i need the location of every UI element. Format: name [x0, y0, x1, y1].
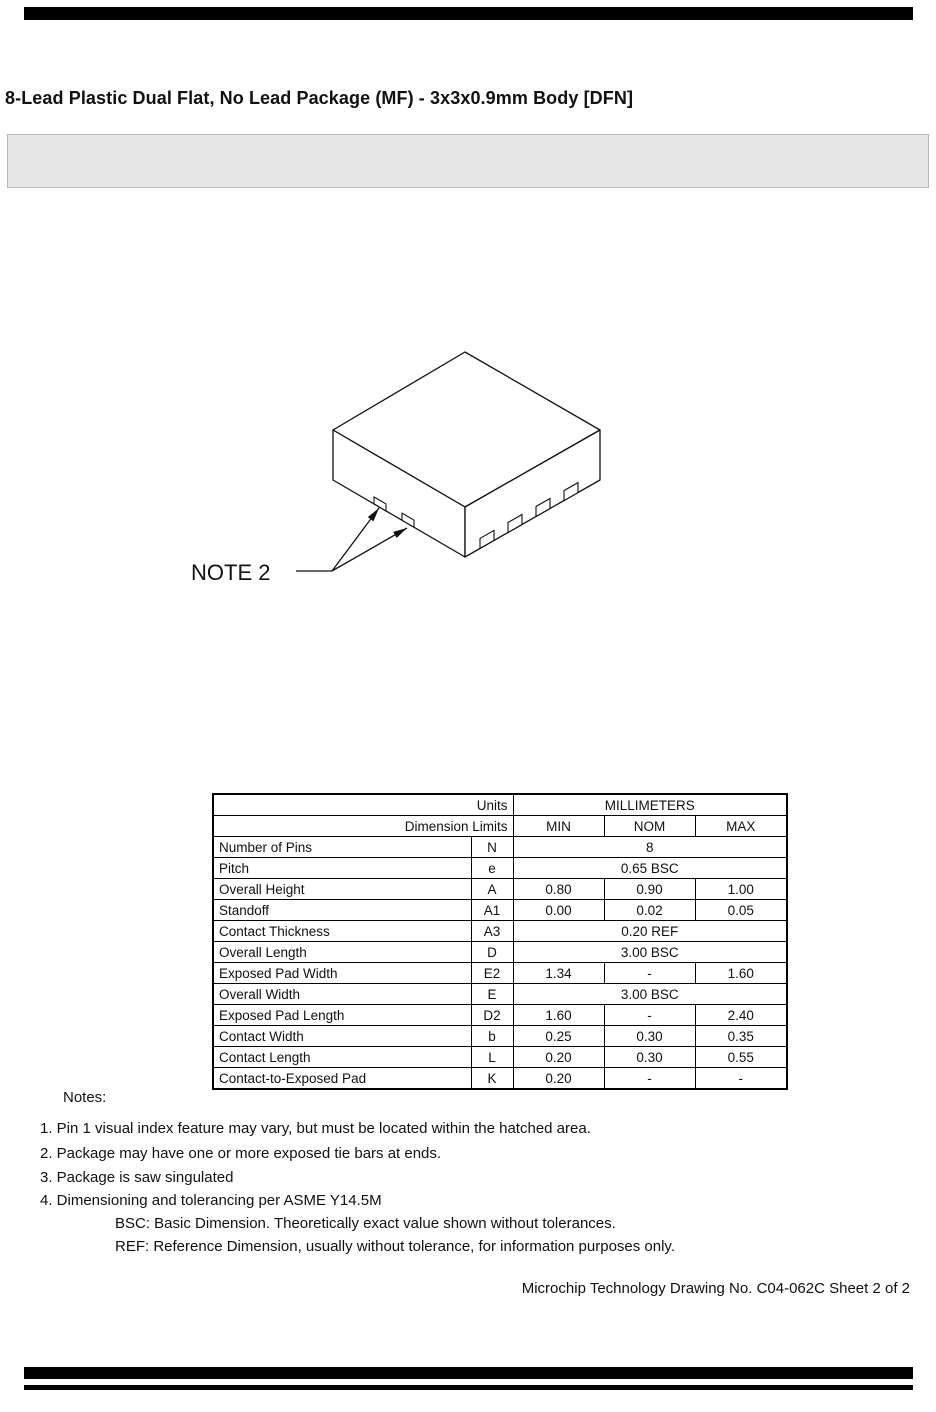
package-isometric-drawing	[180, 340, 625, 600]
dimension-symbol-cell: D2	[471, 1005, 513, 1026]
dimension-max-cell: 0.55	[695, 1047, 787, 1068]
dimension-symbol-cell: E2	[471, 963, 513, 984]
table-header-row-limits	[213, 816, 787, 837]
min-header-cell: MIN	[513, 816, 604, 837]
table-row	[213, 984, 787, 1005]
dimension-span-value-cell: 0.65 BSC	[513, 858, 787, 879]
dimension-span-value-cell: 0.20 REF	[513, 921, 787, 942]
dimension-name-cell: Overall Height	[213, 879, 471, 900]
note-item: 1. Pin 1 visual index feature may vary, but must be located within the hatched area.	[40, 1120, 591, 1137]
note2-arrow	[332, 528, 407, 571]
table-row	[213, 858, 787, 879]
page-title: 8-Lead Plastic Dual Flat, No Lead Package (MF) - 3x3x0.9mm Body [DFN]	[5, 88, 634, 108]
dimension-symbol-cell: N	[471, 837, 513, 858]
table-row	[213, 942, 787, 963]
table-row	[213, 1047, 787, 1068]
bottom-rule-thick	[24, 1367, 913, 1379]
dimension-name-cell: Number of Pins	[213, 837, 471, 858]
dimension-symbol-cell: A	[471, 879, 513, 900]
footer-drawing-number: Microchip Technology Drawing No. C04-062C Sheet 2 of 2	[521, 1280, 910, 1297]
dimension-min-cell: 1.60	[513, 1005, 604, 1026]
dimension-symbol-cell: A1	[471, 900, 513, 921]
dimension-min-cell: 0.00	[513, 900, 604, 921]
dimension-max-cell: 0.35	[695, 1026, 787, 1047]
table-row	[213, 837, 787, 858]
dimension-name-cell: Exposed Pad Length	[213, 1005, 471, 1026]
max-header-cell: MAX	[695, 816, 787, 837]
units-header-cell: Units	[213, 794, 513, 816]
note-definition: BSC: Basic Dimension. Theoretically exact value shown without tolerances.	[115, 1215, 616, 1232]
millimeters-header-cell: MILLIMETERS	[513, 794, 787, 816]
table-row	[213, 1005, 787, 1026]
nom-header-cell: NOM	[604, 816, 695, 837]
dimension-symbol-cell: A3	[471, 921, 513, 942]
dimension-symbol-cell: b	[471, 1026, 513, 1047]
note2-label: NOTE 2	[191, 560, 271, 585]
table-row	[213, 879, 787, 900]
dimension-max-cell: 0.05	[695, 900, 787, 921]
dimension-nom-cell: -	[604, 1068, 695, 1090]
package-drawing-note-box	[7, 134, 929, 188]
dimension-name-cell: Overall Width	[213, 984, 471, 1005]
dimension-min-cell: 0.25	[513, 1026, 604, 1047]
bottom-rule-thin	[24, 1385, 913, 1390]
dimension-min-cell: 1.34	[513, 963, 604, 984]
dimension-name-cell: Pitch	[213, 858, 471, 879]
dimension-name-cell: Overall Length	[213, 942, 471, 963]
dimension-span-value-cell: 3.00 BSC	[513, 984, 787, 1005]
top-rule	[24, 7, 913, 20]
dimension-symbol-cell: e	[471, 858, 513, 879]
note-item: 3. Package is saw singulated	[40, 1169, 234, 1186]
dimension-name-cell: Contact Thickness	[213, 921, 471, 942]
dimension-max-cell: 1.00	[695, 879, 787, 900]
dimension-symbol-cell: D	[471, 942, 513, 963]
dimension-min-cell: 0.20	[513, 1068, 604, 1090]
dimension-table-body	[213, 837, 787, 1090]
dimension-nom-cell: -	[604, 963, 695, 984]
table-row	[213, 921, 787, 942]
dimension-max-cell: 2.40	[695, 1005, 787, 1026]
dimension-name-cell: Contact Length	[213, 1047, 471, 1068]
dimension-nom-cell: 0.90	[604, 879, 695, 900]
dimension-symbol-cell: K	[471, 1068, 513, 1090]
note2-arrow	[332, 508, 379, 571]
dimension-nom-cell: 0.30	[604, 1026, 695, 1047]
table-row	[213, 1026, 787, 1047]
table-row	[213, 1068, 787, 1090]
dimension-name-cell: Exposed Pad Width	[213, 963, 471, 984]
dimension-name-cell: Standoff	[213, 900, 471, 921]
dimension-nom-cell: -	[604, 1005, 695, 1026]
dimension-table	[212, 793, 788, 1090]
notes-heading: Notes:	[63, 1089, 107, 1106]
dimension-max-cell: 1.60	[695, 963, 787, 984]
note-item: 4. Dimensioning and tolerancing per ASME Y14.5M	[40, 1192, 382, 1209]
dimension-name-cell: Contact-to-Exposed Pad	[213, 1068, 471, 1090]
dimension-min-cell: 0.20	[513, 1047, 604, 1068]
dimension-max-cell: -	[695, 1068, 787, 1090]
dimension-name-cell: Contact Width	[213, 1026, 471, 1047]
dimension-nom-cell: 0.30	[604, 1047, 695, 1068]
table-row	[213, 900, 787, 921]
dimension-nom-cell: 0.02	[604, 900, 695, 921]
dimension-span-value-cell: 8	[513, 837, 787, 858]
note-definition: REF: Reference Dimension, usually without tolerance, for information purposes only.	[115, 1238, 675, 1255]
dimension-limits-header-cell: Dimension Limits	[213, 816, 513, 837]
dimension-symbol-cell: L	[471, 1047, 513, 1068]
table-header-row-units	[213, 794, 787, 816]
dfn-package-figure	[180, 340, 625, 600]
dimension-span-value-cell: 3.00 BSC	[513, 942, 787, 963]
dimension-min-cell: 0.80	[513, 879, 604, 900]
note-item: 2. Package may have one or more exposed tie bars at ends.	[40, 1145, 442, 1162]
table-row	[213, 963, 787, 984]
dimension-symbol-cell: E	[471, 984, 513, 1005]
